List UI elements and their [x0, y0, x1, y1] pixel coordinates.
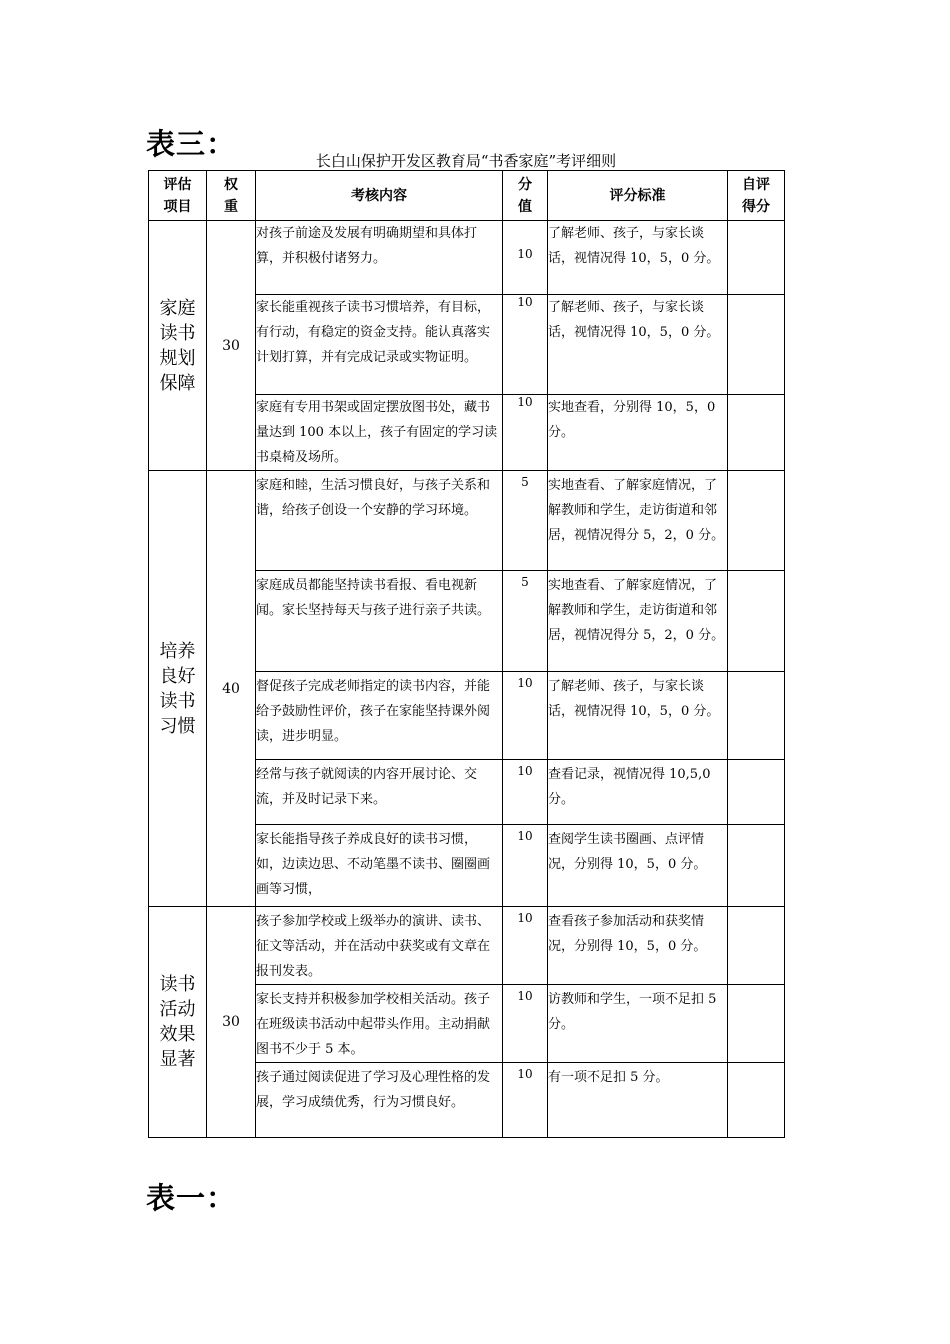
self-score-cell — [728, 672, 785, 760]
row-content: 孩子通过阅读促进了学习及心理性格的发展，学习成绩优秀，行为习惯良好。 — [256, 1063, 503, 1138]
header-score: 分值 — [503, 171, 548, 221]
row-content: 家长能指导孩子养成良好的读书习惯，如，边读边思、不动笔墨不读书、圈圈画画等习惯， — [256, 825, 503, 907]
row-score: 10 — [503, 1063, 548, 1138]
header-weight: 权重 — [207, 171, 256, 221]
row-criteria: 了解老师、孩子，与家长谈话，视情况得 10，5，0 分。 — [548, 221, 728, 295]
row-criteria: 实地查看，分别得 10，5，0 分。 — [548, 395, 728, 471]
row-criteria: 了解老师、孩子，与家长谈话，视情况得 10，5，0 分。 — [548, 672, 728, 760]
row-criteria: 实地查看、了解家庭情况，了解教师和学生，走访街道和邻居，视情况得分 5，2，0 分。 — [548, 471, 728, 571]
header-content: 考核内容 — [256, 171, 503, 221]
group-weight: 30 — [207, 221, 256, 471]
table-row — [149, 221, 785, 295]
row-criteria: 查阅学生读书圈画、点评情况，分别得 10，5，0 分。 — [548, 825, 728, 907]
self-score-cell — [728, 571, 785, 672]
row-criteria: 实地查看、了解家庭情况，了解教师和学生，走访街道和邻居，视情况得分 5，2，0 分。 — [548, 571, 728, 672]
row-criteria: 了解老师、孩子，与家长谈话，视情况得 10，5，0 分。 — [548, 295, 728, 395]
row-score: 10 — [503, 395, 548, 471]
table-header-row — [149, 171, 785, 221]
row-score: 10 — [503, 985, 548, 1063]
group-weight: 40 — [207, 471, 256, 907]
evaluation-table — [148, 170, 785, 1138]
row-score: 10 — [503, 760, 548, 825]
document-title: 长白山保护开发区教育局“书香家庭”考评细则 — [315, 152, 617, 170]
header-self: 自评得分 — [728, 171, 785, 221]
row-content: 家庭成员都能坚持读书看报、看电视新闻。家长坚持每天与孩子进行亲子共读。 — [256, 571, 503, 672]
self-score-cell — [728, 907, 785, 985]
row-content: 孩子参加学校或上级举办的演讲、读书、征文等活动，并在活动中获奖或有文章在报刊发表。 — [256, 907, 503, 985]
row-content: 家庭和睦，生活习惯良好，与孩子关系和谐，给孩子创设一个安静的学习环境。 — [256, 471, 503, 571]
row-content: 对孩子前途及发展有明确期望和具体打算，并积极付诸努力。 — [256, 221, 503, 295]
row-criteria: 查看记录，视情况得 10,5,0 分。 — [548, 760, 728, 825]
self-score-cell — [728, 471, 785, 571]
row-criteria: 访教师和学生，一项不足扣 5 分。 — [548, 985, 728, 1063]
row-content: 督促孩子完成老师指定的读书内容，并能给予鼓励性评价，孩子在家能坚持课外阅读，进步明显。 — [256, 672, 503, 760]
self-score-cell — [728, 760, 785, 825]
row-score: 10 — [503, 672, 548, 760]
self-score-cell — [728, 295, 785, 395]
self-score-cell — [728, 221, 785, 295]
row-criteria: 有一项不足扣 5 分。 — [548, 1063, 728, 1138]
group-name: 家庭读书规划保障 — [149, 221, 207, 471]
row-score: 10 — [503, 907, 548, 985]
group-weight: 30 — [207, 907, 256, 1138]
header-criteria: 评分标准 — [548, 171, 728, 221]
row-score: 10 — [503, 221, 548, 295]
self-score-cell — [728, 395, 785, 471]
row-content: 家庭有专用书架或固定摆放图书处，藏书量达到 100 本以上，孩子有固定的学习读书桌椅及场所。 — [256, 395, 503, 471]
self-score-cell — [728, 825, 785, 907]
table-row — [149, 907, 785, 985]
row-criteria: 查看孩子参加活动和获奖情况，分别得 10，5，0 分。 — [548, 907, 728, 985]
self-score-cell — [728, 985, 785, 1063]
section-heading-table-three: 表三： — [146, 127, 237, 161]
group-name: 读书活动效果显著 — [149, 907, 207, 1138]
row-score: 10 — [503, 825, 548, 907]
row-content: 家长能重视孩子读书习惯培养，有目标，有行动，有稳定的资金支持。能认真落实计划打算，并有完成记录或实物证明。 — [256, 295, 503, 395]
group-name: 培养良好读书习惯 — [149, 471, 207, 907]
self-score-cell — [728, 1063, 785, 1138]
row-score: 10 — [503, 295, 548, 395]
row-score: 5 — [503, 571, 548, 672]
section-heading-table-one: 表一： — [146, 1181, 237, 1215]
header-item: 评估项目 — [149, 171, 207, 221]
row-score: 5 — [503, 471, 548, 571]
row-content: 家长支持并积极参加学校相关活动。孩子在班级读书活动中起带头作用。主动捐献图书不少于 5 本。 — [256, 985, 503, 1063]
row-content: 经常与孩子就阅读的内容开展讨论、交流，并及时记录下来。 — [256, 760, 503, 825]
table-row — [149, 471, 785, 571]
